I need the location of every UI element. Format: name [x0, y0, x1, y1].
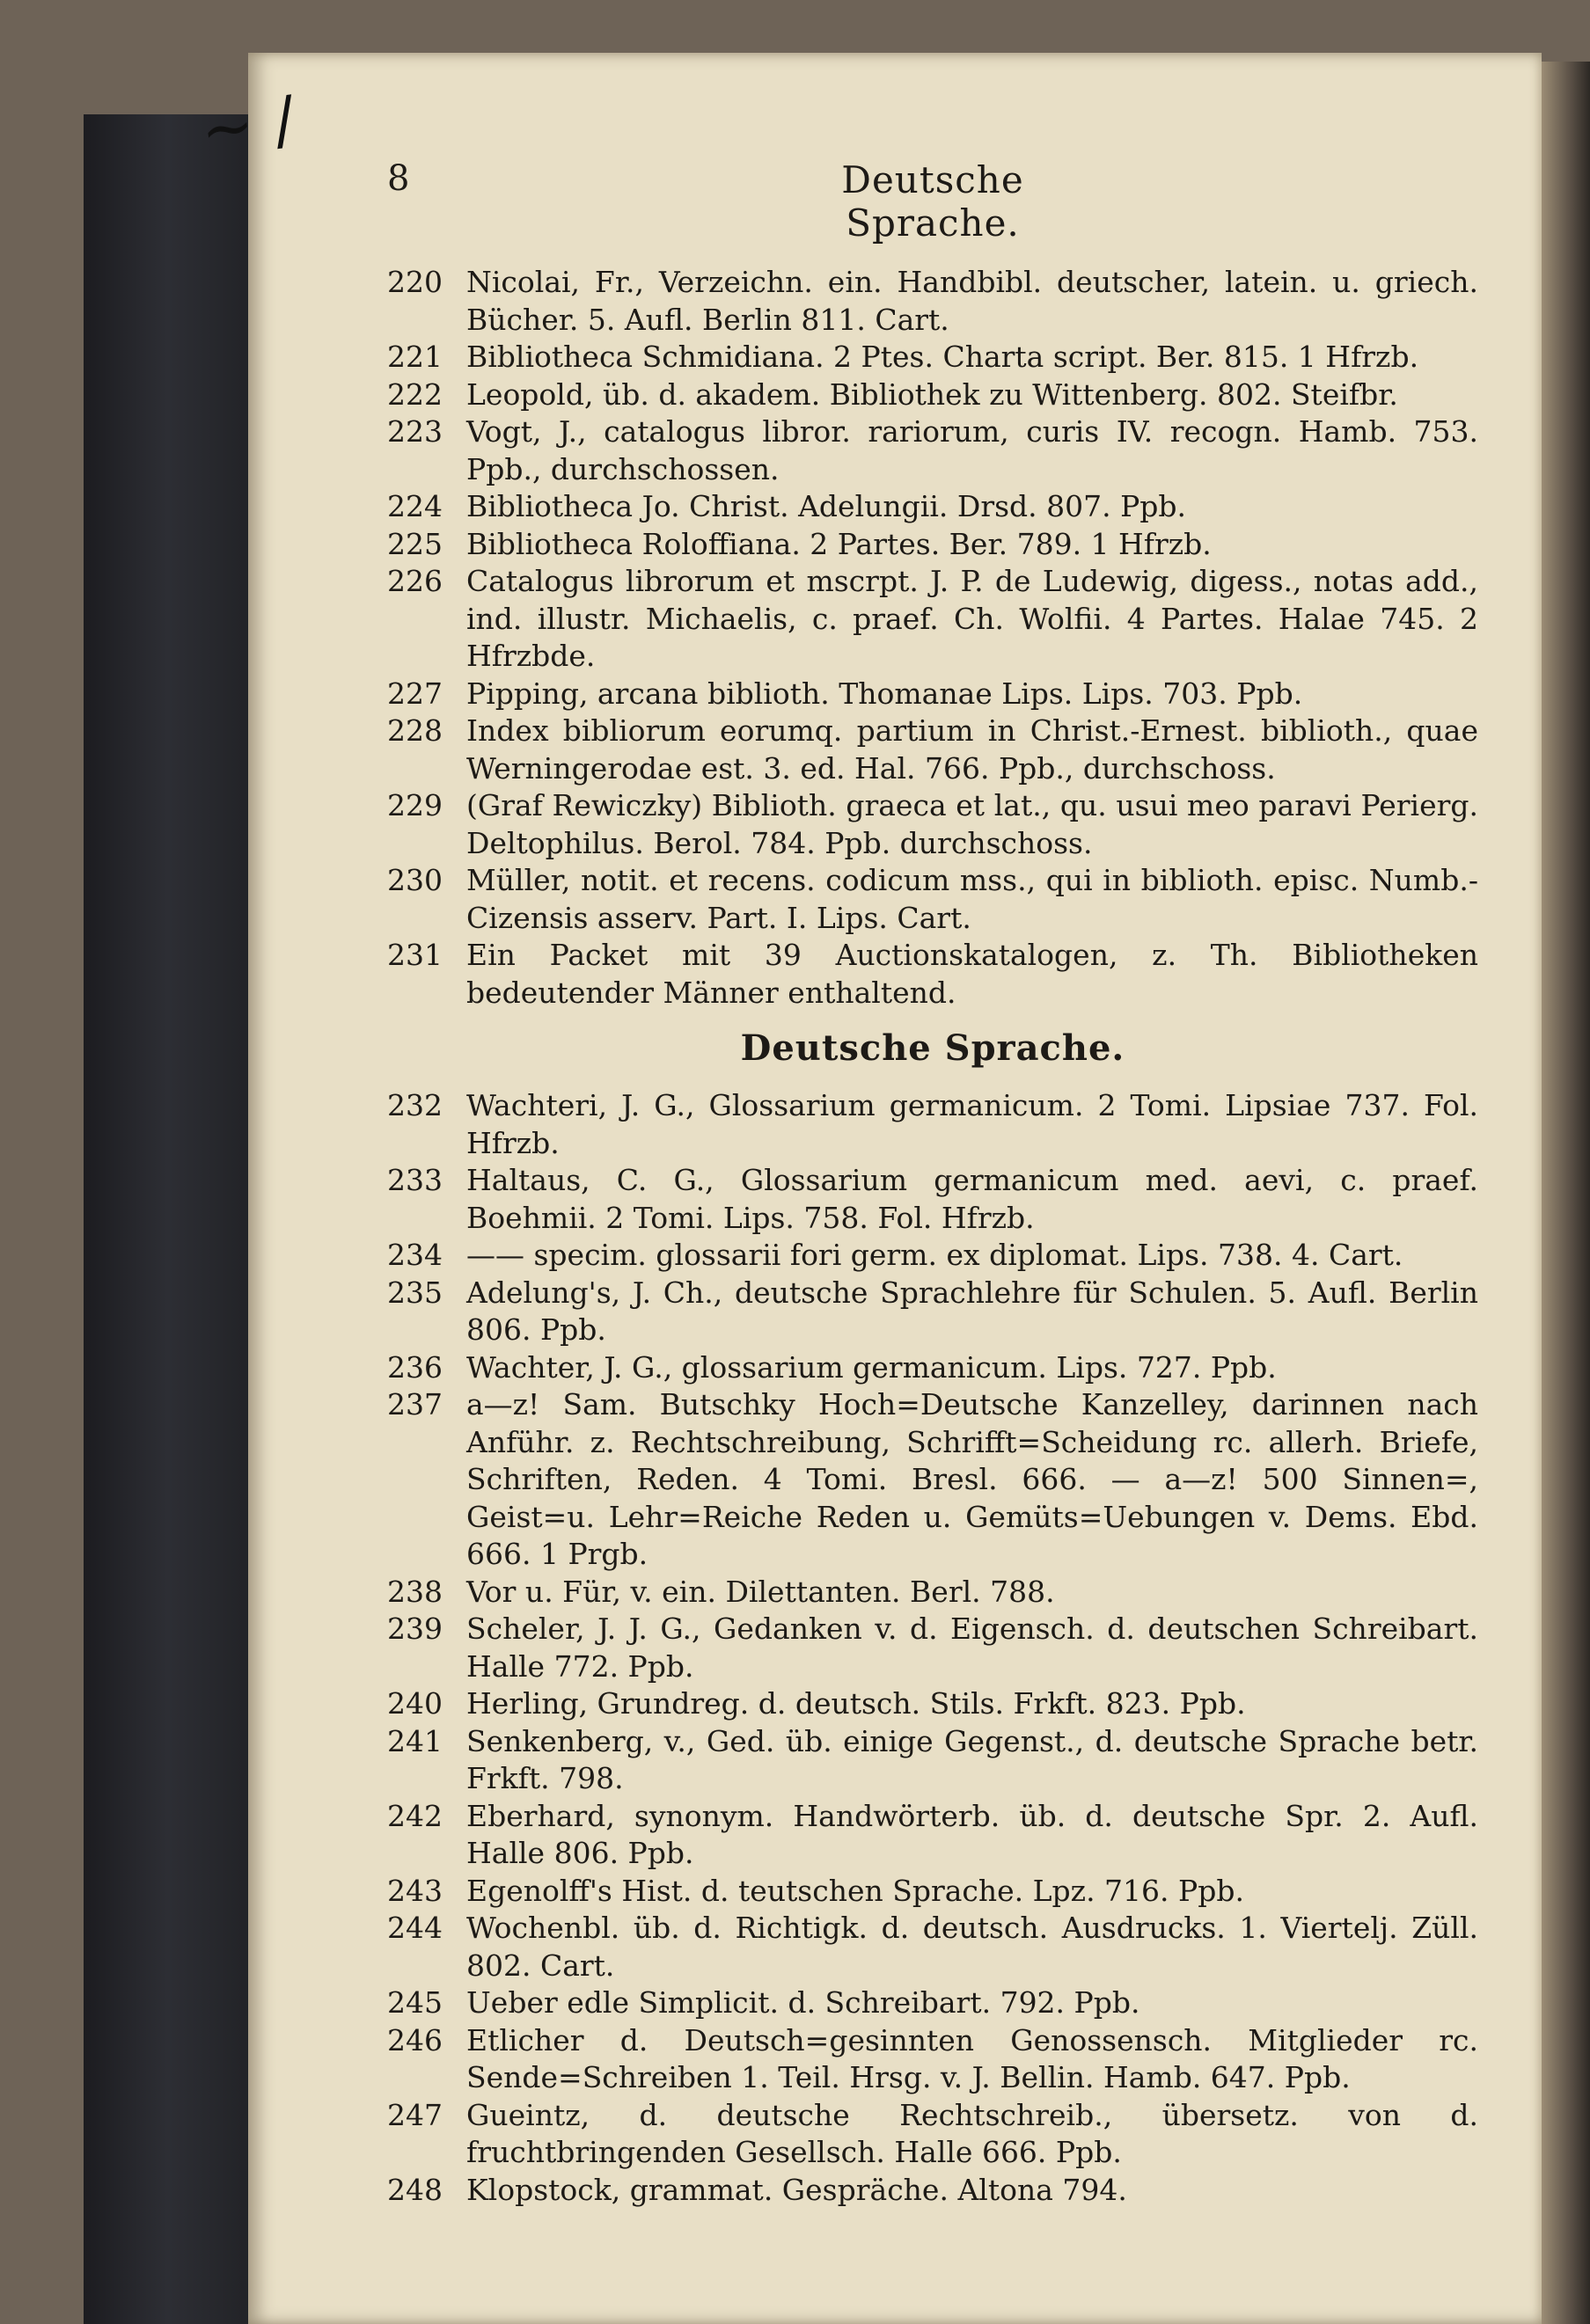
- entry-text: Vor u. Für, v. ein. Dilettanten. Berl. 788.: [466, 1574, 1055, 1609]
- catalog-entry: [387, 339, 1478, 376]
- entry-number: 245: [387, 1985, 443, 2020]
- catalog-entry: [387, 1873, 1478, 1911]
- entry-number: 223: [387, 414, 443, 449]
- catalog-entry: [387, 563, 1478, 676]
- entry-number: 222: [387, 376, 443, 412]
- entry-number: 234: [387, 1238, 443, 1272]
- entry-text: Egenolff's Hist. d. teutschen Sprache. Lpz. 716. Ppb.: [466, 1873, 1244, 1908]
- catalog-entry: [387, 413, 1478, 488]
- entry-number: 237: [387, 1387, 443, 1421]
- entry-text: Klopstock, grammat. Gespräche. Altona 794.: [466, 2172, 1127, 2207]
- entry-number: 233: [387, 1163, 443, 1197]
- entry-number: 228: [387, 713, 443, 748]
- catalog-entry: [387, 1162, 1478, 1237]
- catalog-entry: [387, 1087, 1478, 1162]
- catalog-entries: [387, 264, 1478, 2209]
- catalog-entry: [387, 2097, 1478, 2172]
- entry-text: Ein Packet mit 39 Auctionskatalogen, z. Th. Bibliotheken bedeutender Männer enthaltend.: [466, 938, 1478, 1010]
- entry-text: Herling, Grundreg. d. deutsch. Stils. Frkft. 823. Ppb.: [466, 1686, 1246, 1721]
- entry-number: 225: [387, 526, 443, 561]
- entry-number: 241: [387, 1723, 443, 1758]
- entry-text: Pipping, arcana biblioth. Thomanae Lips. Lips. 703. Ppb.: [466, 676, 1303, 711]
- entry-text: Wachteri, J. G., Glossarium germanicum. 2 Tomi. Lipsiae 737. Fol. Hfrzb.: [466, 1088, 1478, 1160]
- entry-number: 238: [387, 1574, 443, 1609]
- entry-text: Adelung's, J. Ch., deutsche Sprachlehre für Schulen. 5. Aufl. Berlin 806. Ppb.: [466, 1275, 1478, 1347]
- book-spine: [84, 114, 251, 2324]
- entry-text: (Graf Rewiczky) Biblioth. graeca et lat., qu. usui meo paravi Perierg. Deltophilus. Berol. 784. Ppb. durchschoss.: [466, 788, 1478, 860]
- catalog-entry: [387, 937, 1478, 1012]
- entry-text: Gueintz, d. deutsche Rechtschreib., übersetz. von d. fruchtbringenden Gesellsch. Halle 666. Ppb.: [466, 2097, 1478, 2169]
- entry-number: 230: [387, 863, 443, 897]
- catalog-entry: [387, 676, 1478, 713]
- entry-text: Vogt, J., catalogus libror. rariorum, curis IV. recogn. Hamb. 753. Ppb., durchschossen.: [466, 414, 1478, 486]
- entry-number: 246: [387, 2022, 443, 2057]
- entry-text: Nicolai, Fr., Verzeichn. ein. Handbibl. deutscher, latein. u. griech. Bücher. 5. Aufl. Berlin 811. Cart.: [466, 265, 1478, 337]
- catalog-entry: [387, 376, 1478, 414]
- entry-text: Bibliotheca Jo. Christ. Adelungii. Drsd. 807. Ppb.: [466, 489, 1187, 523]
- margin-mark: ~ /: [195, 81, 300, 169]
- entry-text: Senkenberg, v., Ged. üb. einige Gegenst., d. deutsche Sprache betr. Frkft. 798.: [466, 1723, 1478, 1795]
- catalog-entry: [387, 1685, 1478, 1723]
- catalog-entry: [387, 488, 1478, 526]
- entry-number: 226: [387, 564, 443, 598]
- entry-text: Bibliotheca Roloffiana. 2 Partes. Ber. 789. 1 Hfrzb.: [466, 526, 1212, 561]
- page-number: 8: [387, 158, 410, 199]
- catalog-entry: [387, 1237, 1478, 1275]
- entry-text: Index bibliorum eorumq. partium in Christ.-Ernest. biblioth., quae Werningerodae est. 3. ed. Hal. 766. Ppb., durchschoss.: [466, 713, 1478, 786]
- catalog-entry: [387, 264, 1478, 339]
- catalog-entry: [387, 713, 1478, 787]
- catalog-entry: [387, 1349, 1478, 1387]
- page-content: [387, 158, 1478, 2209]
- catalog-entry: [387, 1275, 1478, 1349]
- page-header: [387, 158, 1478, 245]
- entry-text: a—z! Sam. Butschky Hoch=Deutsche Kanzelley, darinnen nach Anführ. z. Rechtschreibung, Schrifft=Scheidung rc. allerh. Briefe, Schriften, Reden. 4 Tomi. Bresl. 666. — a—z! 500 Sinnen=, Geist=u. Lehr=Reiche Reden u. Gemüts=Uebungen v. Dems. Ebd. 666. 1 Prgb.: [466, 1387, 1478, 1571]
- catalog-entry: [387, 1984, 1478, 2022]
- entry-text: Haltaus, C. G., Glossarium germanicum med. aevi, c. praef. Boehmii. 2 Tomi. Lips. 758. Fol. Hfrzb.: [466, 1163, 1478, 1235]
- entry-number: 227: [387, 676, 443, 711]
- catalog-entry: [387, 1910, 1478, 1984]
- section-heading: Deutsche Sprache.: [740, 1027, 1125, 1069]
- entry-text: Müller, notit. et recens. codicum mss., qui in biblioth. episc. Numb.-Cizensis asserv. Part. I. Lips. Cart.: [466, 863, 1478, 935]
- entry-number: 236: [387, 1349, 443, 1385]
- entry-text: Wochenbl. üb. d. Richtigk. d. deutsch. Ausdrucks. 1. Viertelj. Züll. 802. Cart.: [466, 1911, 1478, 1983]
- entry-text: Wachter, J. G., glossarium germanicum. Lips. 727. Ppb.: [466, 1349, 1277, 1385]
- entry-number: 232: [387, 1088, 443, 1122]
- entry-number: 220: [387, 265, 443, 299]
- catalog-entry: [387, 1611, 1478, 1685]
- entries-before-list: [387, 264, 1478, 1012]
- entries-after-list: [387, 1087, 1478, 2209]
- entry-number: 224: [387, 489, 443, 523]
- entry-text: Scheler, J. J. G., Gedanken v. d. Eigensch. d. deutschen Schreibart. Halle 772. Ppb.: [466, 1611, 1478, 1684]
- catalog-entry: [387, 1723, 1478, 1798]
- catalog-entry: [387, 2172, 1478, 2210]
- catalog-entry: [387, 526, 1478, 564]
- catalog-entry: [387, 2022, 1478, 2097]
- entry-number: 248: [387, 2172, 443, 2207]
- page-edge: [1542, 62, 1590, 2324]
- entry-text: Eberhard, synonym. Handwörterb. üb. d. deutsche Spr. 2. Aufl. Halle 806. Ppb.: [466, 1798, 1478, 1870]
- entry-number: 247: [387, 2097, 443, 2132]
- entry-number: 240: [387, 1686, 443, 1721]
- running-head: Deutsche Sprache.: [841, 158, 1024, 245]
- entry-number: 235: [387, 1275, 443, 1310]
- catalog-entry: [387, 1574, 1478, 1611]
- entry-text: —— specim. glossarii fori germ. ex diplomat. Lips. 738. 4. Cart.: [466, 1238, 1403, 1272]
- entry-number: 239: [387, 1611, 443, 1646]
- entry-number: 242: [387, 1798, 443, 1833]
- catalog-entry: [387, 1798, 1478, 1873]
- catalog-entry: [387, 1386, 1478, 1574]
- entry-text: Catalogus librorum et mscrpt. J. P. de Ludewig, digess., notas add., ind. illustr. Michaelis, c. praef. Ch. Wolfii. 4 Partes. Halae 745. 2 Hfrzbde.: [466, 564, 1478, 673]
- entry-text: Etlicher d. Deutsch=gesinnten Genossensch. Mitglieder rc. Sende=Schreiben 1. Teil. Hrsg. v. J. Bellin. Hamb. 647. Ppb.: [466, 2022, 1478, 2094]
- entry-number: 221: [387, 340, 443, 374]
- entry-text: Leopold, üb. d. akadem. Bibliothek zu Wittenberg. 802. Steifbr.: [466, 376, 1398, 412]
- entry-number: 243: [387, 1873, 443, 1908]
- catalog-entry: [387, 787, 1478, 862]
- entry-number: 244: [387, 1911, 443, 1945]
- entry-text: Ueber edle Simplicit. d. Schreibart. 792. Ppb.: [466, 1985, 1140, 2020]
- catalog-entry: [387, 862, 1478, 937]
- entry-number: 229: [387, 788, 443, 822]
- entry-text: Bibliotheca Schmidiana. 2 Ptes. Charta script. Ber. 815. 1 Hfrzb.: [466, 340, 1419, 374]
- entry-number: 231: [387, 938, 443, 972]
